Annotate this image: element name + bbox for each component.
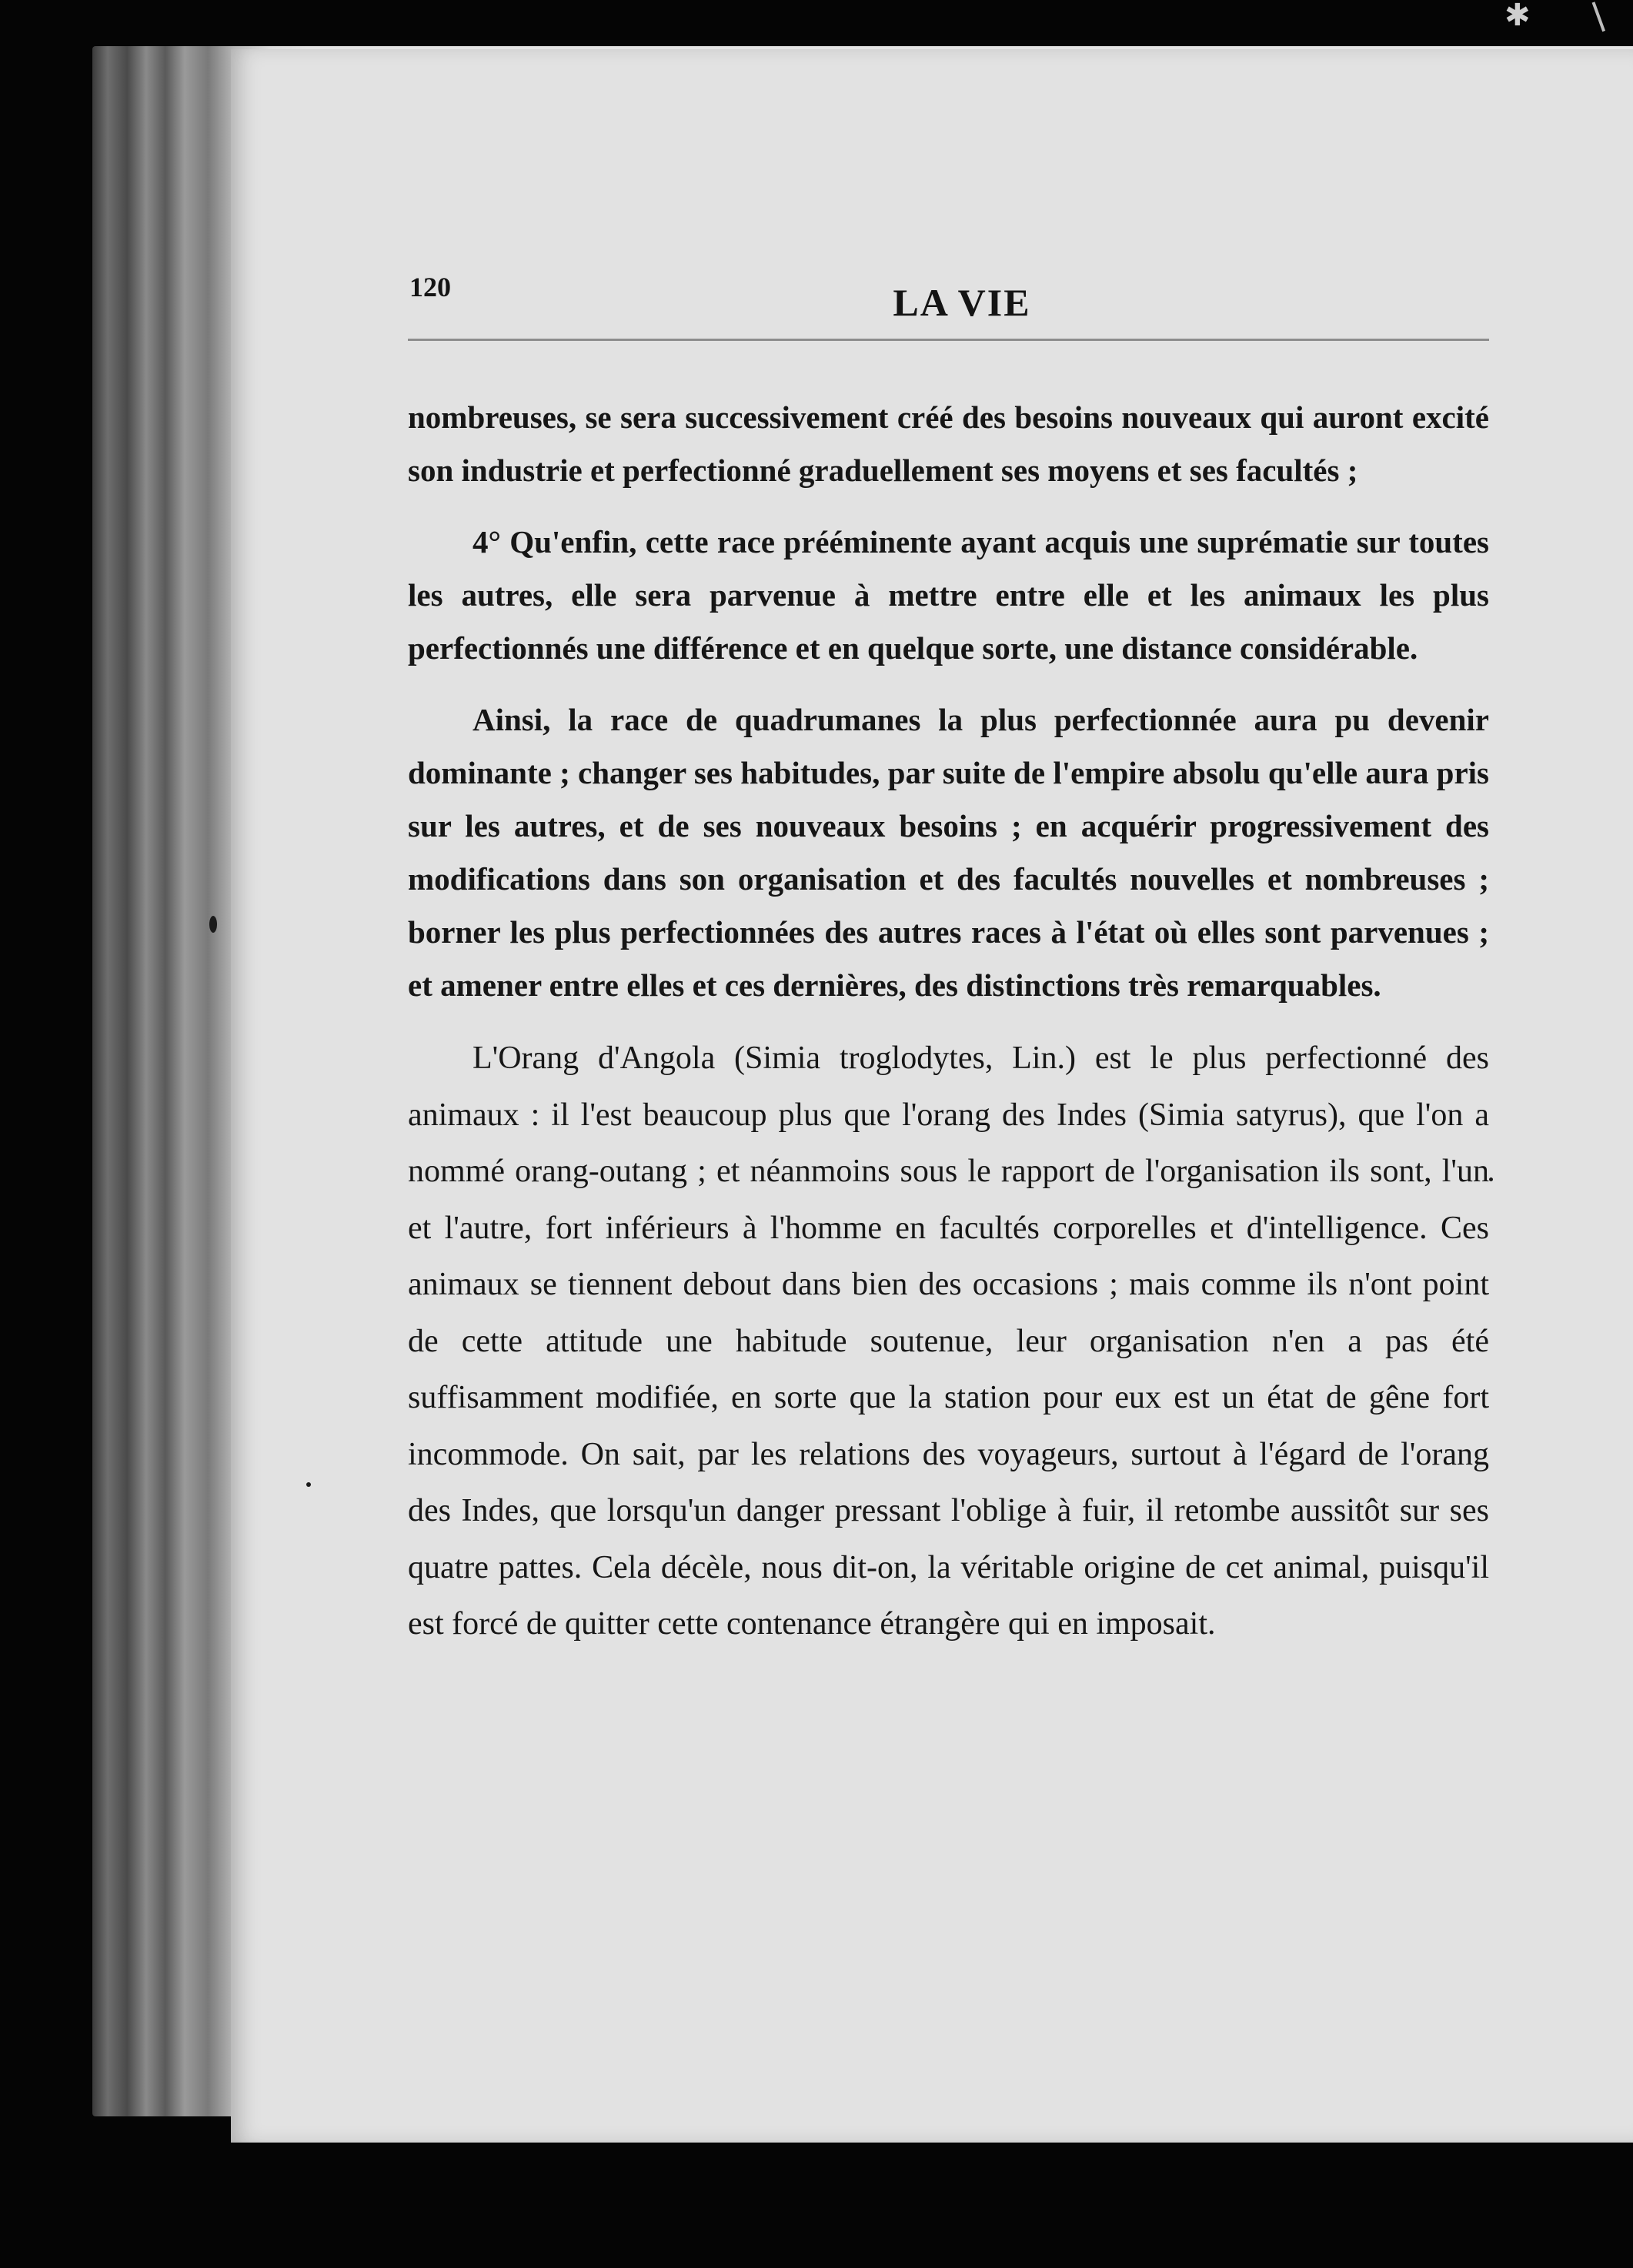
top-corner-tick bbox=[1592, 0, 1613, 32]
page-number: 120 bbox=[409, 272, 451, 302]
paragraph-orang: L'Orang d'Angola (Simia troglodytes, Lin.) est le plus perfectionné des animaux : il l'est beaucoup plus que l'orang des Indes (Simia satyrus), que l'on a nommé orang-outang ; et néanmoins sous le rapport de l'organisation ils sont, l'un et l'autre, fort inférieurs à l'homme en facultés corporelles et d'intelligence. Ces animaux se tiennent debout dans bien des occasions ; mais comme ils n'ont point de cette attitude une habitude soutenue, leur organisation n'en a pas été suffisamment modifiée, en sorte que la station pour eux est un état de gêne fort incommode. On sait, par les relations des voyageurs, surtout à l'égard de l'orang des Indes, que lorsqu'un danger pressant l'oblige à fuir, il retombe aussitôt sur ses quatre pattes. Cela décèle, nous dit-on, la véritable origine de cet animal, puisqu'il est forcé de quitter cette contenance étrangère qui en imposait. bbox=[408, 1040, 1489, 1642]
running-title: LA VIE bbox=[893, 281, 1031, 324]
paragraph-ainsi: Ainsi, la race de quadrumanes la plus perfectionnée aura pu devenir dominante ; changer ses habitudes, par suite de l'empire absolu qu'elle aura pris sur les autres, et de ses nouveaux besoins ; en acquérir progressivement des modifications dans son organisation et des facultés nouvelles et nombreuses ; borner les plus perfectionnées des autres races à l'état où elles sont parvenues ; et amener entre elles et ces dernières, des distinctions très remarquables. bbox=[408, 702, 1489, 1003]
top-corner-blot: ✱ bbox=[1504, 0, 1531, 33]
body-text bbox=[408, 391, 1489, 1653]
paragraph-point-four: 4° Qu'enfin, cette race prééminente ayant acquis une suprématie sur toutes les autres, elle sera parvenue à mettre entre elle et les animaux les plus perfectionnés une différence et en quelque sorte, une distance considérable. bbox=[408, 524, 1489, 666]
margin-speck bbox=[306, 1482, 311, 1487]
margin-speck bbox=[1489, 1177, 1493, 1181]
margin-speck bbox=[209, 916, 217, 933]
header-rule bbox=[408, 339, 1489, 341]
paragraph-continuation: nombreuses, se sera successivement créé des besoins nouveaux qui auront excité son industrie et perfectionné graduellement ses moyens et ses facultés ; bbox=[408, 399, 1489, 488]
